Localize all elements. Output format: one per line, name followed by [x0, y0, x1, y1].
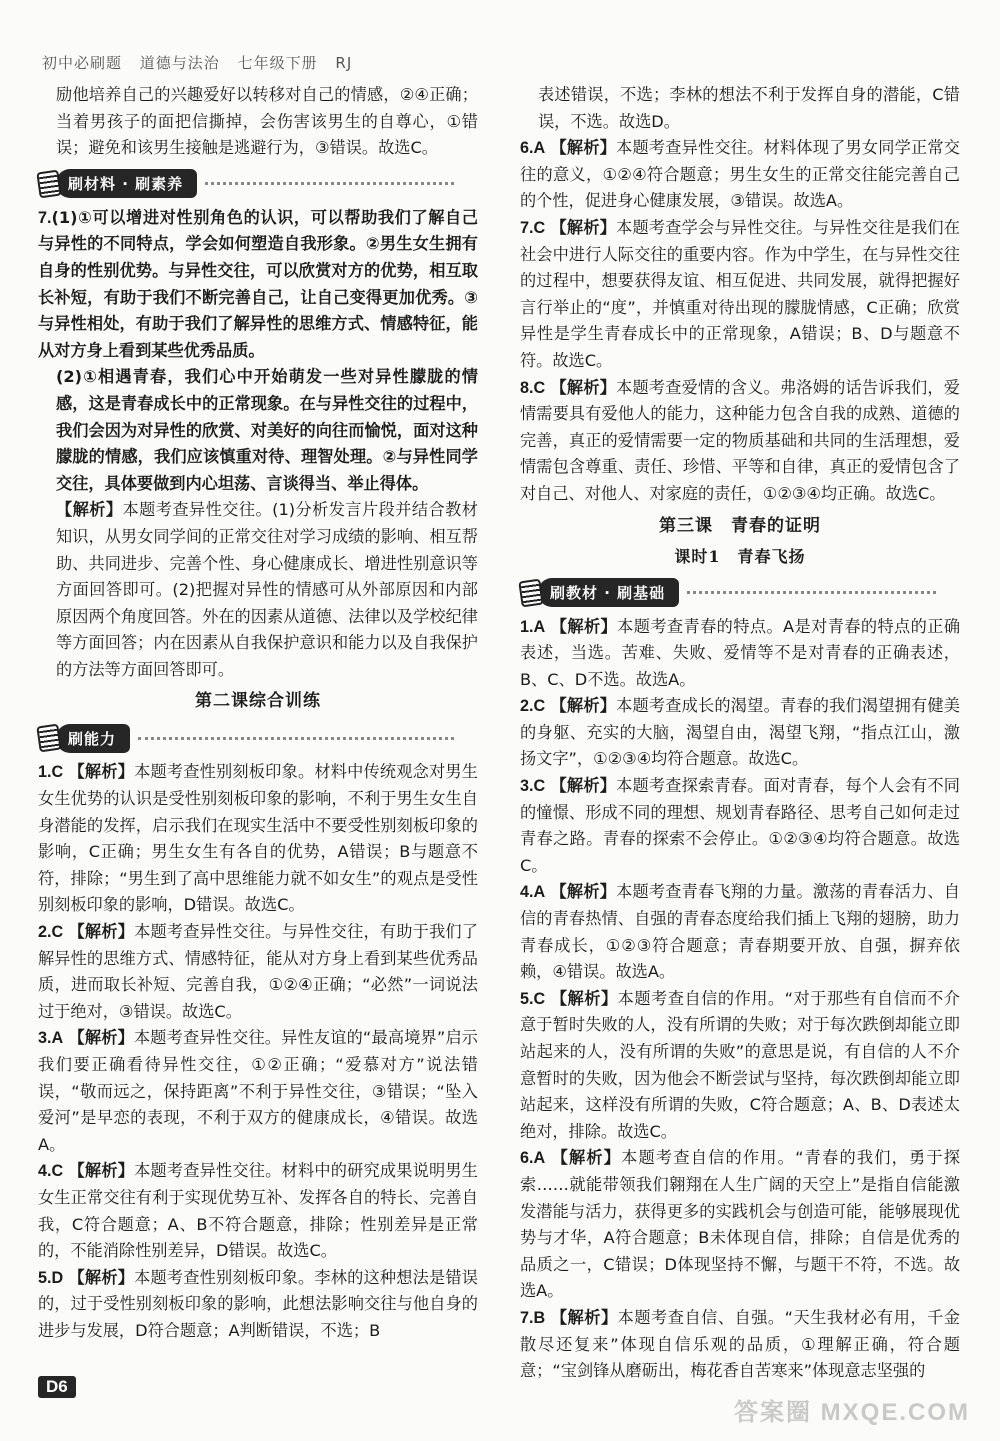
- dotted-divider: [205, 182, 454, 185]
- answer-text: 本题考查异性交往。与异性交往，有助于我们了解异性的思维方式、情感特征，能从对方身上看到某些优秀品质，进而取长补短、完善自我，①②④正确；“必然”一词说法过于绝对，③错误。故选C。: [38, 922, 478, 1021]
- answer-item: [520, 135, 960, 215]
- header-edition: RJ: [335, 54, 353, 72]
- lesson-subtitle: 课时1 青春飞扬: [674, 546, 806, 566]
- analysis-tag: 【解析】: [68, 1028, 134, 1048]
- header-book: 初中必刷题: [42, 54, 123, 72]
- answer-item: [520, 773, 960, 879]
- answer-text: 本题考查自信的作用。“青春的我们，勇于探索……就能带领我们翱翔在人生广阔的天空上”是指自信能激发潜能与活力，获得更多的实践机会与创造可能，能够展现优势与才华，A符合题意；B未体现自信，排除；自信是优秀的品质之一，C错误；D体现坚持不懈，与题干不符，不选。故选A。: [520, 1148, 960, 1301]
- answer-number: 7.C: [520, 218, 546, 237]
- lesson-title: 第三课 青春的证明: [659, 515, 821, 536]
- answer-text: 本题考查学会与异性交往。与异性交往是我们在社会中进行人际交往的重要内容。作为中学生，在与异性交往的过程中，想要获得友谊、相互促进、共同发展，就得把握好言行举止的“度”，并慎重对待出现的朦胧情感，C正确；欣赏异性是学生青春成长中的正常现象，A错误；B、D与题意不符。故选C。: [520, 217, 960, 370]
- banner-label: 刷材料 · 刷素养: [56, 169, 197, 198]
- left-column: [38, 82, 478, 1345]
- answer-text: 本题考查性别刻板印象。材料中传统观念对男生女生优势的认识是受性别刻板印象的影响，不利于男生女生自身潜能的发挥，启示我们在现实生活中不要受性别刻板印象的影响，C正确；男生女生有各自的优势，A错误；B与题意不符，排除；“男生到了高中思维能力就不如女生”的观点是受性别刻板印象的影响，D错误。故选C。: [38, 762, 478, 915]
- question-number: 7.: [38, 208, 52, 227]
- banner-label: 刷能力: [56, 724, 130, 753]
- header-grade: 七年级下册: [237, 54, 318, 72]
- analysis-tag: 【解析】: [550, 882, 617, 902]
- answer-number: 7.B: [520, 1308, 546, 1327]
- answer-item: [520, 215, 960, 375]
- answer-item: [520, 693, 960, 773]
- answer-text: 本题考查自信的作用。“对于那些有自信而不介意于暂时失败的人，没有所谓的失败；对于每次跌倒却能立即站起来的人，没有所谓的失败”的意思是说，有自信的人不介意暂时的失败，因为他会不断尝试与坚持，每次跌倒却能立即站起来，这样没有所谓的失败，C符合题意；A、B、D表述太绝对，排除。故选C。: [520, 988, 960, 1141]
- analysis-text: 本题考查异性交往。(1)分析发言片段并结合教材知识，从男女同学间的正常交往对学习成绩的影响、相互帮助、共同进步、完善个性、身心健康成长、增进性别意识等方面回答即可。(2)把握对异性的情感可从外部原因和内部原因两个角度回答。外在的因素从道德、法律以及学校纪律等方面回答；内在因素从自我保护意识和能力以及自我保护的方法等方面回答即可。: [56, 500, 478, 679]
- answer-text: 本题考查性别刻板印象。李林的这种想法是错误的，过于受性别刻板印象的影响，此想法影响交往与他自身的进步与发展，D符合题意；A判断错误，不选；B: [38, 1267, 478, 1340]
- answer-item: [38, 1265, 478, 1345]
- answer-number: 3.A: [38, 1029, 64, 1048]
- answer-text: 本题考查爱情的含义。弗洛姆的话告诉我们，爱情需要具有爱他人的能力，这种能力包含自我的成熟、道德的完善，真正的爱情需要一定的物质基础和共同的生活理想，爱情需包含尊重、责任、珍惜、平等和自律，真正的爱情包含了对自己、对他人、对家庭的责任，①②③④均正确。故选C。: [520, 377, 960, 503]
- analysis-tag: 【解析】: [550, 696, 617, 716]
- analysis-tag: 【解析】: [68, 1161, 135, 1181]
- analysis-tag: 【解析】: [550, 776, 617, 796]
- continued-answer: 励他培养自己的兴趣爱好以转移对自己的情感，②④正确；当着男孩子的面把信撕掉，会伤害该男生的自尊心，①错误；避免和该男生接触是逃避行为，③错误。故选C。: [56, 85, 478, 158]
- continued-answer: 表述错误，不选；李林的想法不利于发挥自身的潜能，C错误，不选。故选D。: [538, 85, 960, 131]
- answer-text: 本题考查异性交往。材料体现了男女同学正常交往的意义，①②④符合题意；男生女生的正常交往能完善自己的个性，促进身心健康发展，③错误。故选A。: [520, 138, 960, 211]
- analysis-tag: 【解析】: [550, 138, 617, 158]
- answer-text: 本题考查成长的渴望。青春的我们渴望拥有健美的身躯、充实的大脑，渴望自由，渴望飞翔，“指点江山，激扬文字”，①②③④均符合题意。故选C。: [520, 696, 960, 769]
- header-subject: 道德与法治: [139, 54, 220, 72]
- answer-number: 8.C: [520, 378, 546, 397]
- answer-text: 本题考查探索青春。面对青春，每个人会有不同的憧憬、形成不同的理想、规划青春路径、思考自己如何走过青春之路。青春的探索不会停止。①②③④均符合题意。故选C。: [520, 776, 960, 875]
- answer-number: 6.A: [520, 1149, 546, 1168]
- section-banner-textbook: [520, 578, 960, 608]
- answer-item: [38, 1025, 478, 1158]
- answer-item: [38, 759, 478, 919]
- answer-number: 3.C: [520, 777, 546, 796]
- answer-item: [520, 375, 960, 508]
- answer-number: 4.C: [38, 1162, 64, 1181]
- analysis-tag: 【解析】: [550, 1307, 618, 1327]
- analysis-tag: 【解析】: [68, 922, 135, 942]
- section-banner-ability: [38, 723, 478, 753]
- answer-item: [38, 1158, 478, 1264]
- watermark-logo: 答案圈 MXQE.COM: [733, 1399, 970, 1426]
- answer-number: 5.D: [38, 1268, 64, 1287]
- analysis-tag: 【解析】: [56, 500, 123, 520]
- answer-item: [520, 1145, 960, 1305]
- answer-item: [38, 919, 478, 1025]
- answer-7-analysis: [38, 497, 478, 683]
- analysis-tag: 【解析】: [550, 217, 617, 237]
- brush-book-icon: [518, 578, 543, 607]
- section-title: 第二课综合训练: [195, 691, 321, 712]
- analysis-tag: 【解析】: [68, 1267, 135, 1287]
- answer-item: [520, 1305, 960, 1385]
- answer-number: 5.C: [520, 989, 546, 1008]
- answer-number: 6.A: [520, 139, 546, 158]
- answer-number: 1.C: [38, 763, 64, 782]
- banner-label: 刷教材 · 刷基础: [538, 578, 679, 607]
- answer-text: 本题考查异性交往。材料中的研究成果说明男生女生正常交往有利于实现优势互补、发挥各自的特长、完善自我，C符合题意；A、B不符合题意，排除；性别差异是正常的，不能消除性别差异，D错误。故选C。: [38, 1161, 478, 1261]
- right-column: [520, 82, 960, 1385]
- answer-7-part2: (2)①相遇青春，我们心中开始萌发一些对异性朦胧的情感，这是青春成长中的正常现象。在与异性交往的过程中，我们会因为对异性的欣赏、对美好的向往而愉悦，面对这种朦胧的情感，我们应该慎重对待、理智处理。②与异性同学交往，具体要做到内心坦荡、言谈得当、举止得体。: [56, 367, 478, 493]
- dotted-divider: [687, 591, 936, 594]
- answer-item: [520, 614, 960, 694]
- analysis-tag: 【解析】: [550, 377, 617, 397]
- analysis-tag: 【解析】: [551, 1148, 622, 1168]
- answer-text: 本题考查异性交往。异性友谊的“最高境界”启示我们要正确看待异性交往，①②正确；“爱慕对方”说法错误，“敬而远之，保持距离”不利于异性交往，③错误；“坠入爱河”是早恋的表现，不利于双方的健康成长，④错误。故选A。: [38, 1028, 478, 1154]
- answer-item: [520, 879, 960, 985]
- answer-item: [520, 986, 960, 1146]
- answer-text: (1)①可以增进对性别角色的认识，可以帮助我们了解自己与异性的不同特点，学会如何塑造自我形象。②男生女生拥有自身的性别优势。与异性交往，可以欣赏对方的优势，相互取长补短，有助于我们不断完善自己，让自己变得更加优秀。③与异性相处，有助于我们了解异性的思维方式、情感特征，能从对方身上看到某些优秀品质。: [38, 207, 478, 360]
- answer-text: 本题考查青春的特点。A是对青春的特点的正确表述，当选。苦难、失败、爱情等不是对青春的正确表述，B、C、D不选。故选A。: [520, 616, 961, 689]
- answer-7-part1: [38, 205, 478, 365]
- dotted-divider: [138, 737, 454, 740]
- analysis-tag: 【解析】: [68, 762, 135, 782]
- answer-number: 1.A: [520, 617, 546, 636]
- answer-number: 2.C: [520, 697, 546, 716]
- analysis-tag: 【解析】: [550, 988, 618, 1008]
- running-header: [42, 52, 364, 73]
- answer-text: 本题考查自信、自强。“天生我材必有用，千金散尽还复来”体现自信乐观的品质，①理解正确，符合题意；“宝剑锋从磨砺出，梅花香自苦寒来”体现意志坚强的: [520, 1307, 960, 1381]
- page-number: D6: [38, 1376, 76, 1398]
- brush-book-icon: [36, 724, 61, 753]
- analysis-tag: 【解析】: [550, 616, 618, 636]
- answer-number: 2.C: [38, 923, 64, 942]
- brush-book-icon: [36, 169, 61, 198]
- answer-number: 4.A: [520, 883, 546, 902]
- answer-text: 本题考查青春飞翔的力量。激荡的青春活力、自信的青春热情、自强的青春态度给我们插上飞翔的翅膀，助力青春成长，①②③符合题意；青春期要开放、自强，摒弃依赖，④错误。故选A。: [520, 882, 960, 982]
- section-banner-materials: [38, 169, 478, 199]
